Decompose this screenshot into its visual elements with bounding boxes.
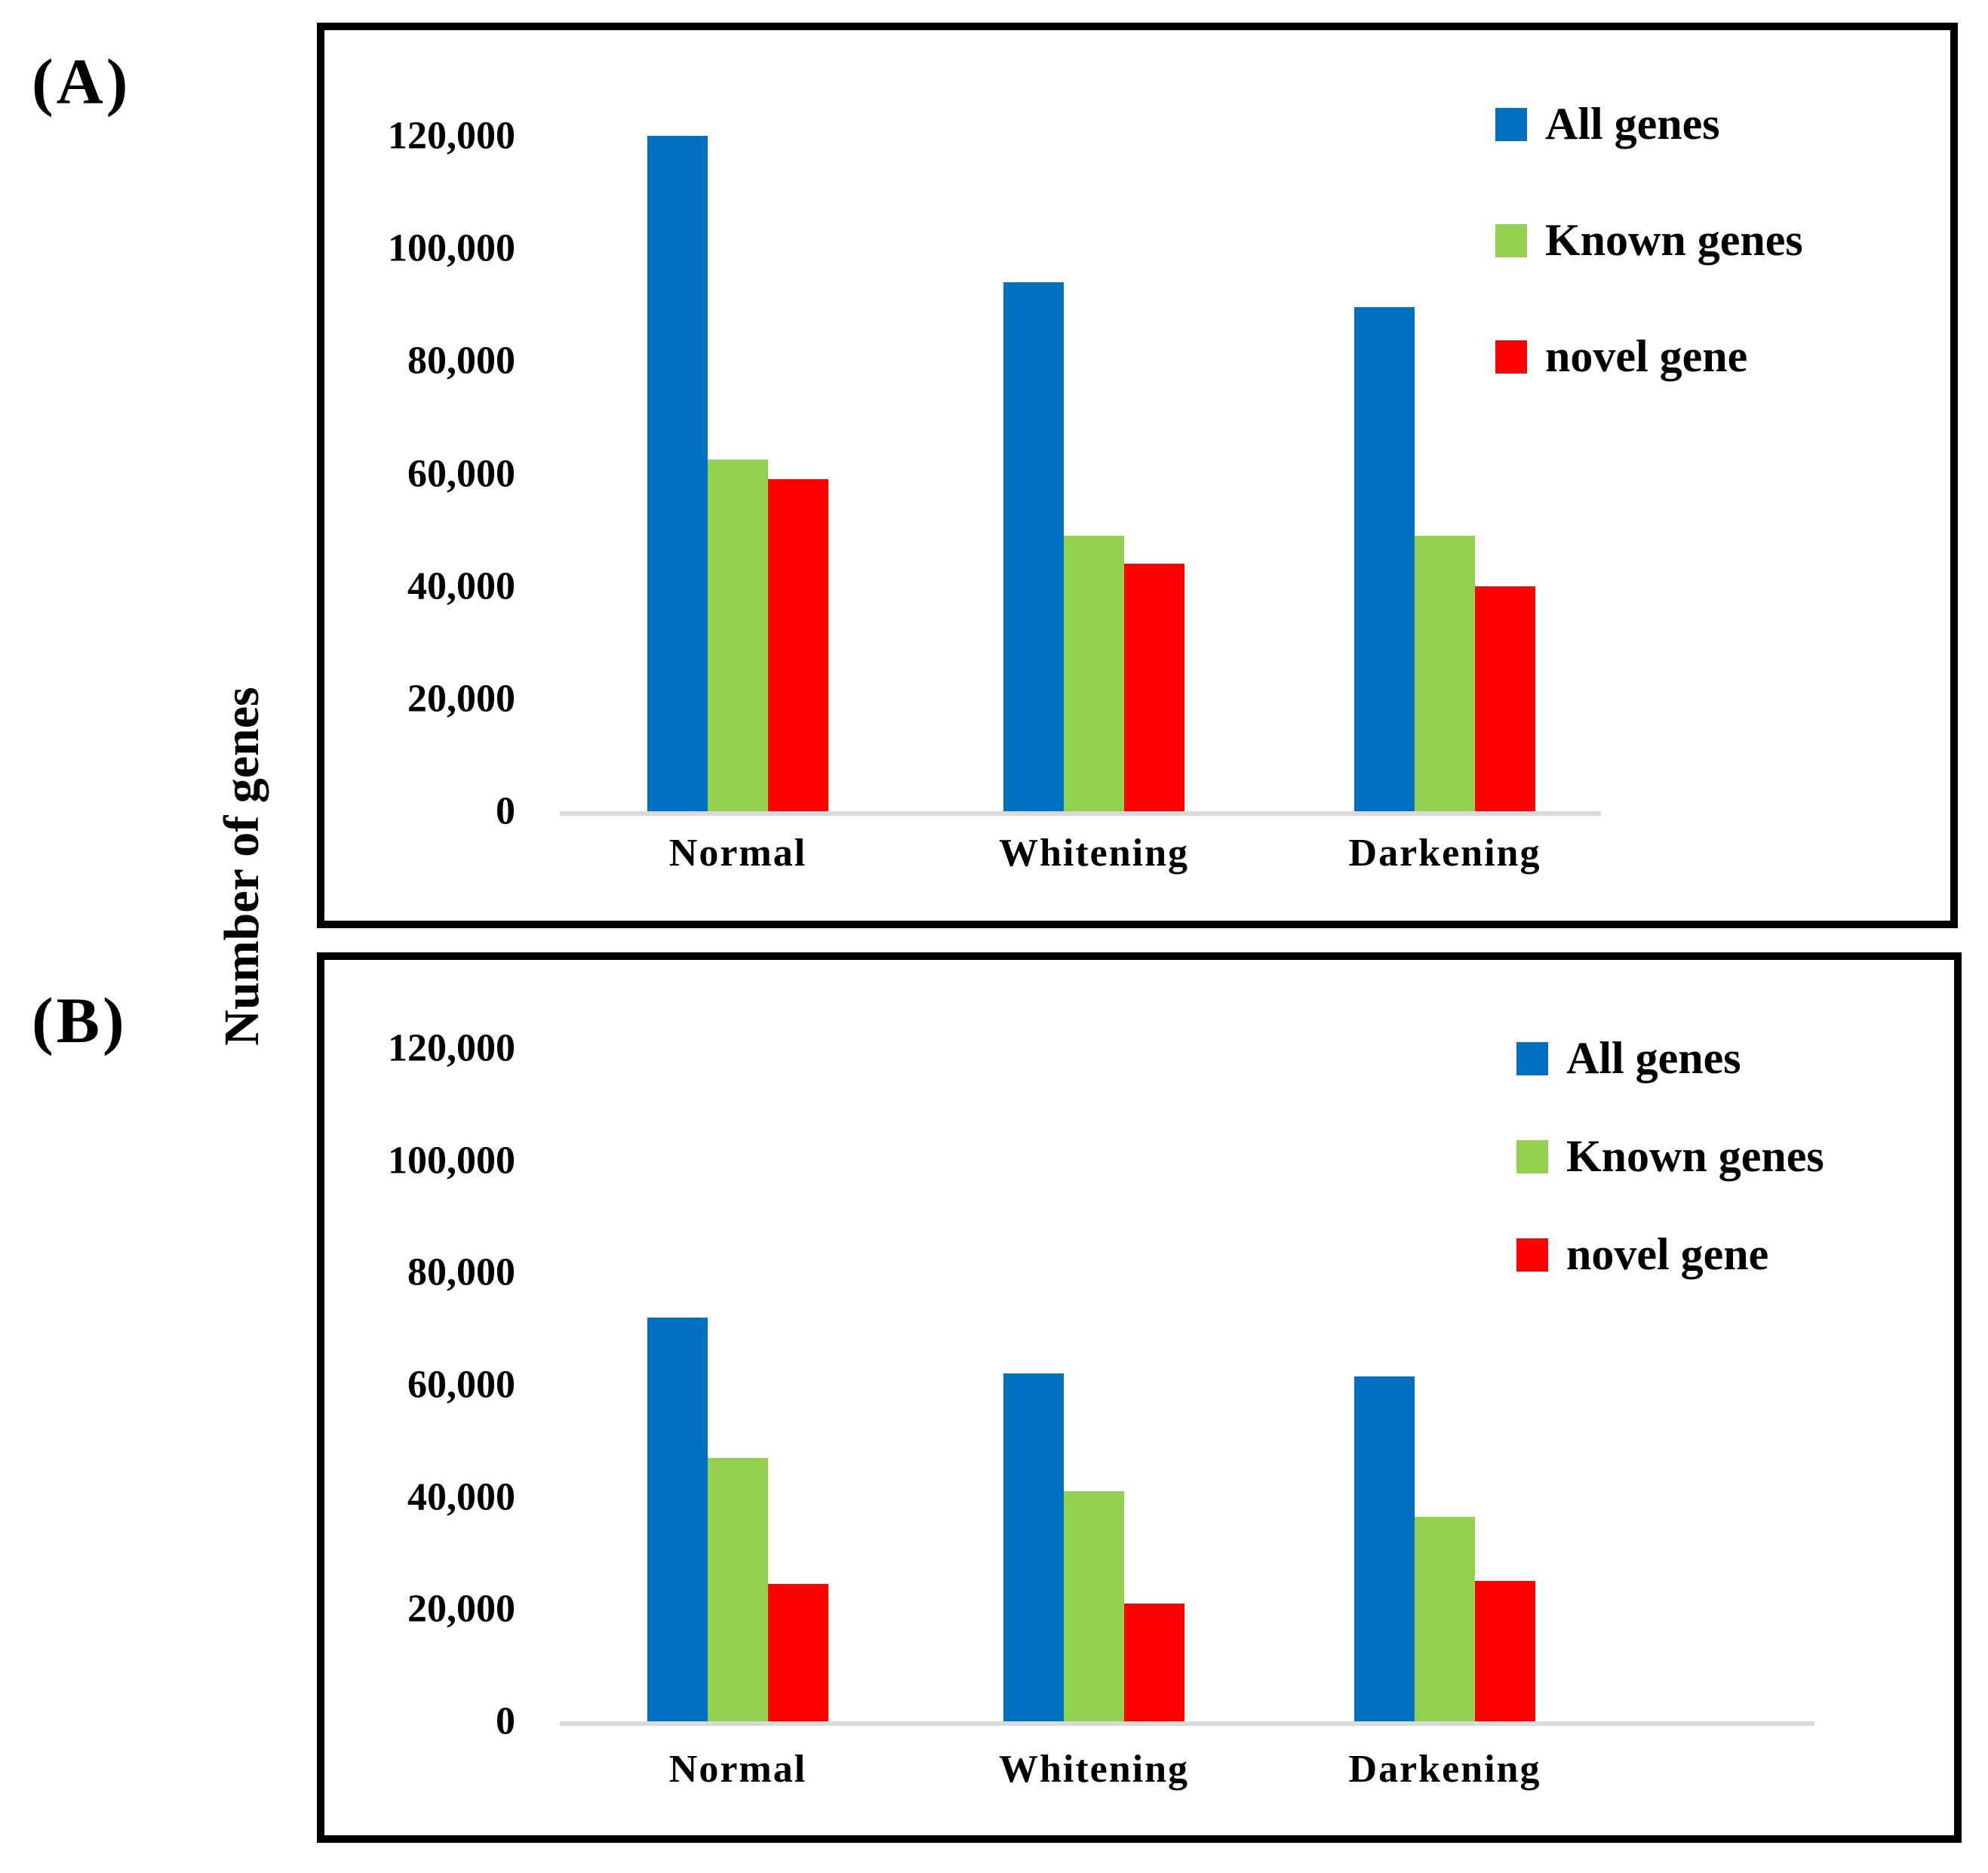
y-tick-label: 0	[496, 1699, 515, 1743]
y-tick-label: 120,000	[388, 114, 515, 158]
y-tick-label: 60,000	[407, 1363, 515, 1407]
bar-known-genes-darkening	[1415, 536, 1475, 811]
y-tick-label: 80,000	[407, 1250, 515, 1294]
y-tick-label: 20,000	[407, 677, 515, 721]
x-axis-line	[560, 1721, 1814, 1726]
category-label-normal: Normal	[668, 1748, 807, 1791]
legend-item-novel-gene	[1516, 1229, 1768, 1281]
legend-swatch-icon	[1495, 224, 1527, 257]
legend-label: All genes	[1566, 1033, 1741, 1083]
x-axis-line	[560, 811, 1601, 816]
legend-item-novel-gene	[1495, 331, 1747, 383]
panel-b-label: (B)	[32, 984, 128, 1056]
category-label-normal: Normal	[668, 832, 807, 875]
legend-swatch-icon	[1495, 108, 1527, 141]
bar-known-genes-whitening	[1064, 1491, 1124, 1721]
y-tick-label: 20,000	[407, 1587, 515, 1631]
y-tick-label: 40,000	[407, 564, 515, 608]
bar-all-genes-whitening	[1003, 282, 1064, 811]
legend-swatch-icon	[1516, 1238, 1548, 1272]
bar-novel-gene-normal	[768, 479, 828, 811]
legend-item-all-genes	[1495, 98, 1720, 150]
y-tick-label: 60,000	[407, 452, 515, 495]
legend-item-known-genes	[1495, 214, 1803, 266]
bar-all-genes-whitening	[1003, 1373, 1064, 1721]
y-tick-label: 0	[496, 789, 515, 833]
legend-label: Known genes	[1566, 1131, 1824, 1181]
bar-novel-gene-darkening	[1475, 586, 1535, 811]
legend-label: All genes	[1545, 99, 1720, 149]
bar-known-genes-normal	[708, 1458, 768, 1721]
bar-all-genes-darkening	[1354, 1376, 1415, 1721]
category-label-darkening: Darkening	[1348, 1748, 1541, 1791]
legend-item-known-genes	[1516, 1130, 1824, 1183]
bar-all-genes-normal	[647, 136, 708, 811]
bar-novel-gene-normal	[768, 1584, 828, 1721]
bar-all-genes-normal	[647, 1318, 708, 1721]
bar-all-genes-darkening	[1354, 307, 1415, 811]
legend-label: novel gene	[1566, 1229, 1769, 1279]
y-tick-label: 100,000	[388, 226, 515, 270]
bar-known-genes-darkening	[1415, 1517, 1475, 1721]
bar-known-genes-normal	[708, 460, 768, 811]
y-tick-label: 80,000	[407, 339, 515, 383]
y-tick-label: 100,000	[388, 1139, 515, 1183]
category-label-whitening: Whitening	[998, 832, 1190, 875]
y-tick-label: 120,000	[388, 1026, 515, 1070]
legend-item-all-genes	[1516, 1032, 1741, 1084]
y-tick-label: 40,000	[407, 1475, 515, 1519]
legend-swatch-icon	[1495, 340, 1527, 374]
category-label-whitening: Whitening	[998, 1748, 1190, 1791]
legend-label: Known genes	[1545, 215, 1803, 265]
panel-a-label: (A)	[32, 45, 131, 118]
panel-a-chart	[317, 23, 1958, 928]
y-axis-title: Number of genes	[214, 687, 269, 1046]
bar-novel-gene-whitening	[1124, 564, 1185, 811]
panel-b-chart	[317, 952, 1962, 1843]
bar-novel-gene-darkening	[1475, 1581, 1535, 1721]
category-label-darkening: Darkening	[1348, 832, 1541, 875]
bar-novel-gene-whitening	[1124, 1604, 1185, 1721]
legend-swatch-icon	[1516, 1042, 1548, 1075]
bar-known-genes-whitening	[1064, 536, 1124, 811]
legend-label: novel gene	[1545, 331, 1748, 381]
legend-swatch-icon	[1516, 1140, 1548, 1173]
